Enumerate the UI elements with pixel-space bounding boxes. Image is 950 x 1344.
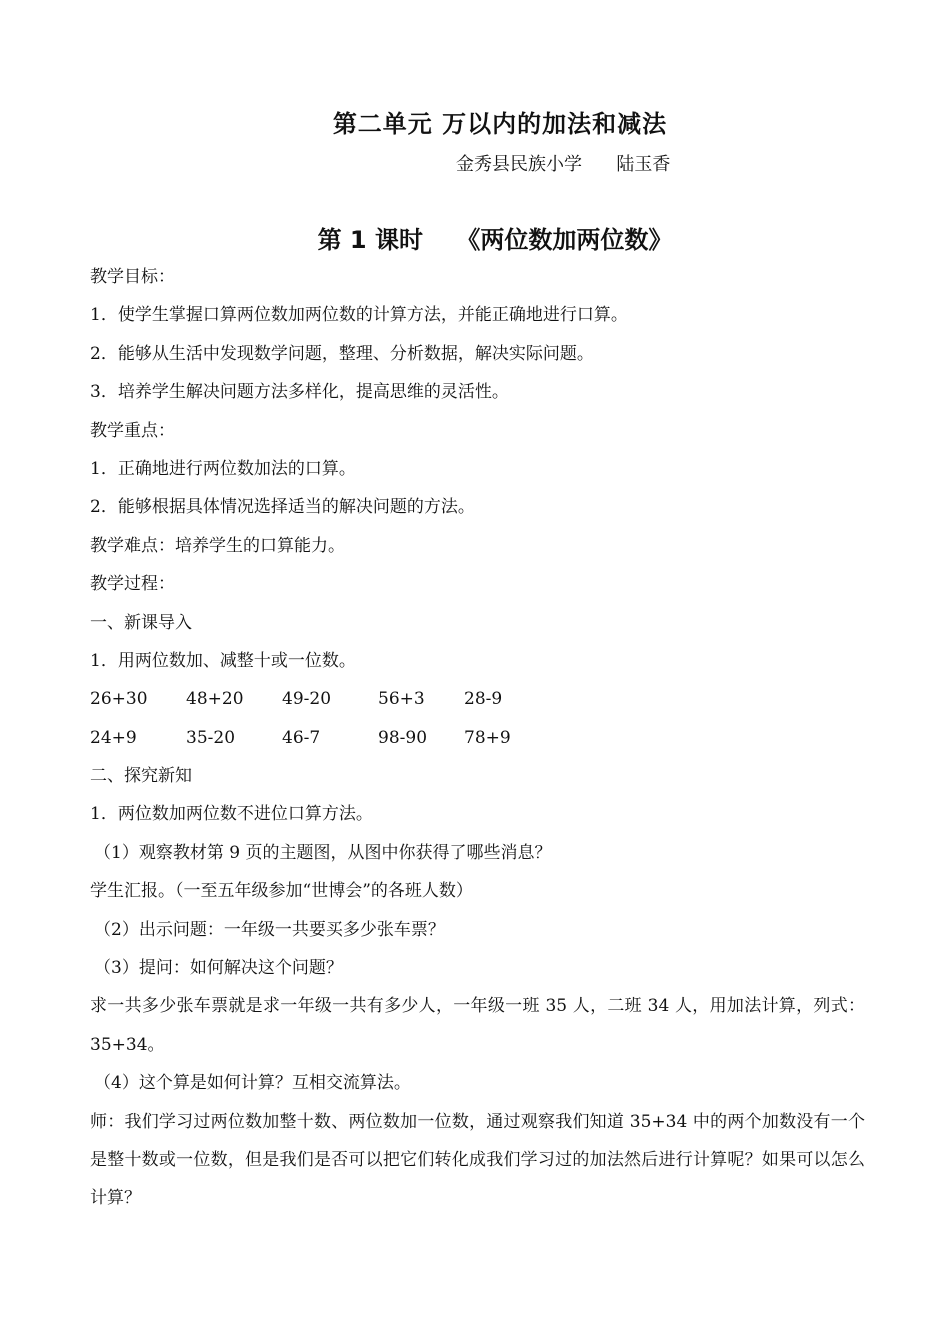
paragraph: （3）提问：如何解决这个问题？ <box>94 958 343 979</box>
key-item: 2．能够根据具体情况选择适当的解决问题的方法。 <box>90 497 475 518</box>
paragraph: 求一共多少张车票就是求一年级一共有多少人，一年级一班 35 人，二班 34 人，用加法计算，列式：35+34。 <box>90 996 865 1055</box>
step-line: 1．两位数加两位数不进位口算方法。 <box>90 804 373 825</box>
step-line: 1．用两位数加、减整十或一位数。 <box>90 650 356 671</box>
paragraph: （4）这个算是如何计算？互相交流算法。 <box>94 1073 411 1094</box>
paragraph: 学生汇报。（一至五年级参加“世博会”的各班人数） <box>90 881 473 902</box>
key-heading: 教学重点： <box>90 420 175 441</box>
exercise-item: 46-7 <box>282 727 321 748</box>
exercise-row <box>90 725 865 763</box>
goal-heading: 教学目标： <box>90 267 175 287</box>
exercise-item: 24+9 <box>90 727 137 748</box>
goal-item: 1．使学生掌握口算两位数加两位数的计算方法，并能正确地进行口算。 <box>90 305 628 326</box>
paragraph: （2）出示问题：一年级一共要买多少张车票？ <box>94 919 445 940</box>
exercise-row <box>90 686 865 724</box>
paragraph: （1）观察教材第 9 页的主题图，从图中你获得了哪些消息？ <box>94 842 552 863</box>
unit-title: 第二单元 万以内的加法和减法 <box>332 110 668 138</box>
key-item: 1．正确地进行两位数加法的口算。 <box>90 458 356 479</box>
process-heading: 教学过程： <box>90 574 175 595</box>
exercise-item: 35-20 <box>186 727 236 748</box>
author-line: 金秀县民族小学 陆玉香 <box>456 154 671 175</box>
exercise-item: 48+20 <box>186 689 244 710</box>
exercise-item: 78+9 <box>464 727 511 748</box>
exercise-item: 26+30 <box>90 689 148 710</box>
document-body <box>90 264 865 1218</box>
paragraph: 师：我们学习过两位数加整十数、两位数加一位数，通过观察我们知道 35+34 中的两个加数没有一个是整十数或一位数，但是我们是否可以把它们转化成我们学习过的加法然后进行计算呢？如果可以怎么计算？ <box>90 1111 865 1209</box>
goal-item: 2．能够从生活中发现数学问题，整理、分析数据，解决实际问题。 <box>90 343 594 364</box>
goal-item: 3．培养学生解决问题方法多样化，提高思维的灵活性。 <box>90 382 509 403</box>
section-heading: 一、新课导入 <box>90 612 192 633</box>
lesson-title: 第 1 课时 《两位数加两位数》 <box>317 226 673 254</box>
section-heading: 二、探究新知 <box>90 766 192 787</box>
exercise-item: 98-90 <box>378 727 428 748</box>
exercise-item: 28-9 <box>464 689 503 710</box>
difficulty-line: 教学难点：培养学生的口算能力。 <box>90 535 345 556</box>
exercise-item: 56+3 <box>378 689 425 710</box>
exercise-item: 49-20 <box>282 689 332 710</box>
